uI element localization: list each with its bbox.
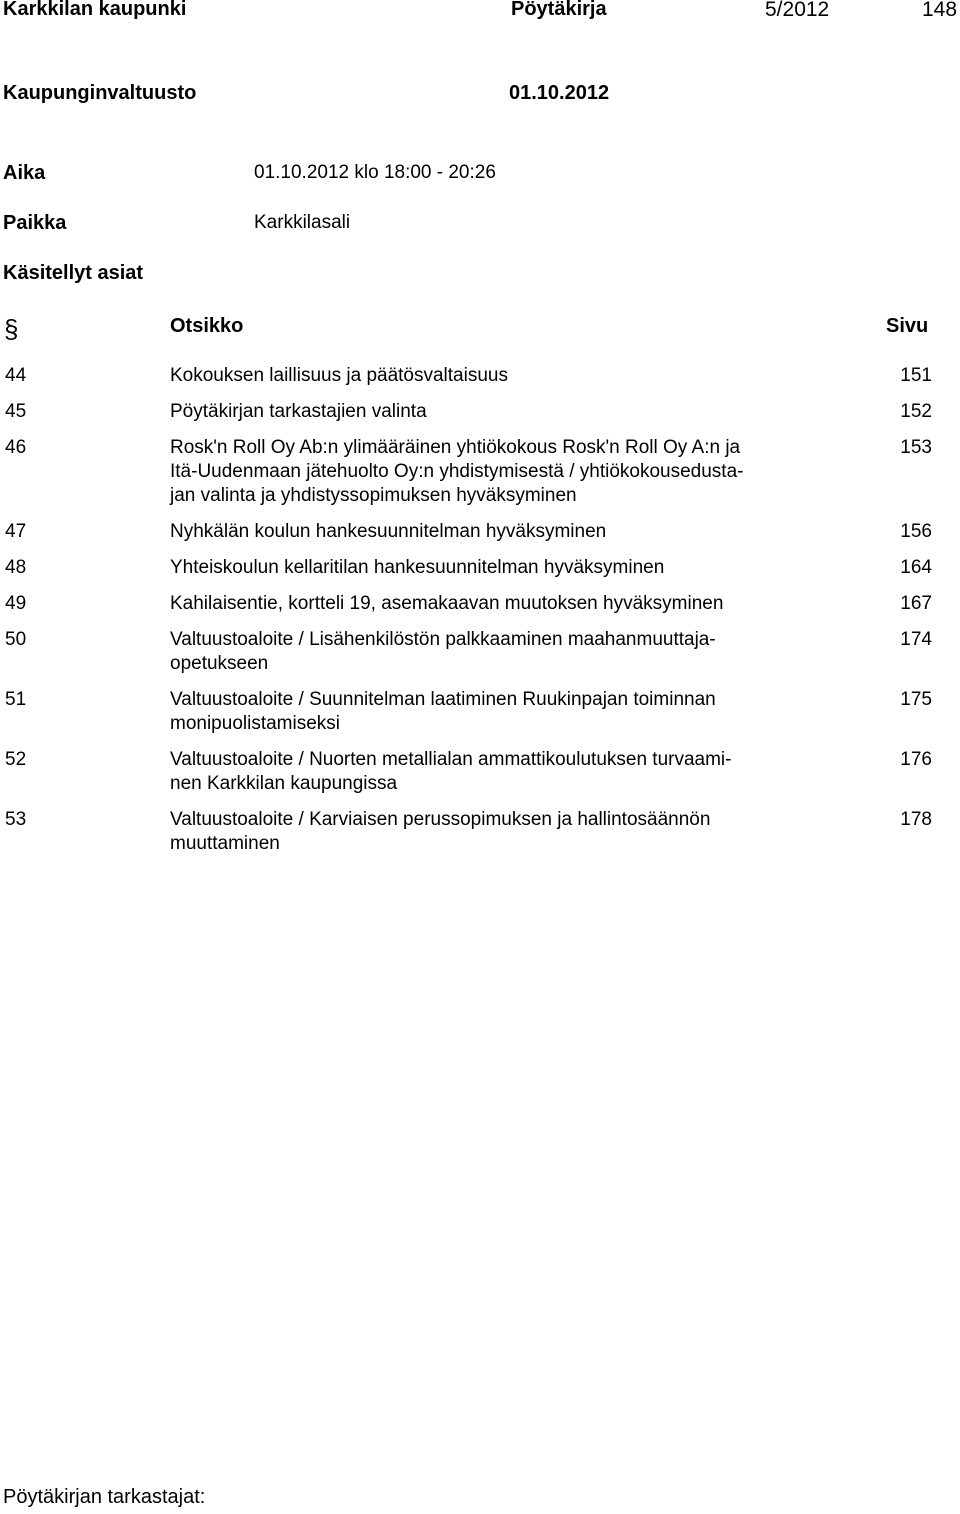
time-value: 01.10.2012 klo 18:00 - 20:26	[254, 162, 496, 183]
agenda-item-number: 50	[5, 629, 27, 650]
agenda-item-page: 153	[900, 437, 932, 458]
agenda-item-number: 44	[5, 365, 27, 386]
agenda-item	[0, 400, 960, 424]
section-title: Käsitellyt asiat	[3, 262, 144, 284]
agenda-list	[0, 364, 960, 868]
agenda-item-page: 152	[900, 401, 932, 422]
agenda-item-page: 175	[900, 689, 932, 710]
meeting-body: Kaupunginvaltuusto	[3, 82, 197, 104]
agenda-item-number: 49	[5, 593, 27, 614]
header-page-number: 148	[922, 0, 958, 21]
header-doc-type: Pöytäkirja	[511, 0, 607, 20]
agenda-item-number: 53	[5, 809, 27, 830]
agenda-item	[0, 436, 960, 508]
place-label: Paikka	[3, 212, 67, 234]
agenda-item-title: Pöytäkirjan tarkastajien valinta	[170, 401, 427, 422]
agenda-item	[0, 688, 960, 736]
agenda-item-number: 47	[5, 521, 27, 542]
agenda-item	[0, 628, 960, 676]
agenda-item-title: Kokouksen laillisuus ja päätösvaltaisuus	[170, 365, 508, 386]
agenda-item-page: 167	[900, 593, 932, 614]
column-title-header: Otsikko	[170, 315, 244, 337]
agenda-item-number: 52	[5, 749, 27, 770]
agenda-item	[0, 364, 960, 388]
agenda-item	[0, 592, 960, 616]
agenda-item	[0, 520, 960, 544]
section-sign-icon: §	[4, 314, 19, 344]
agenda-item	[0, 808, 960, 856]
meeting-date: 01.10.2012	[509, 82, 610, 104]
agenda-item-page: 151	[900, 365, 932, 386]
agenda-item-title: Valtuustoaloite / Lisähenkilöstön palkkaaminen maahanmuuttaja- opetukseen	[170, 629, 716, 674]
agenda-item-title: Valtuustoaloite / Karviaisen perussopimuksen ja hallintosäännön muuttaminen	[170, 809, 711, 854]
agenda-item-page: 176	[900, 749, 932, 770]
agenda-item-title: Valtuustoaloite / Nuorten metallialan ammattikoulutuksen turvaami- nen Karkkilan kaupungissa	[170, 749, 732, 794]
agenda-item	[0, 748, 960, 796]
header-number: 5/2012	[765, 0, 830, 21]
place-value: Karkkilasali	[254, 212, 351, 233]
agenda-item	[0, 556, 960, 580]
agenda-item-number: 48	[5, 557, 27, 578]
agenda-item-page: 174	[900, 629, 932, 650]
agenda-item-title: Rosk'n Roll Oy Ab:n ylimääräinen yhtiökokous Rosk'n Roll Oy A:n ja Itä-Uudenmaan jätehuolto Oy:n yhdistymisestä / yhtiökokousedusta- jan valinta ja yhdistyssopimuksen hyväksyminen	[170, 437, 744, 506]
agenda-item-title: Valtuustoaloite / Suunnitelman laatiminen Ruukinpajan toiminnan monipuolistamiseksi	[170, 689, 716, 734]
time-label: Aika	[3, 162, 46, 184]
agenda-item-number: 51	[5, 689, 27, 710]
agenda-item-page: 156	[900, 521, 932, 542]
agenda-item-number: 46	[5, 437, 27, 458]
header-city: Karkkilan kaupunki	[3, 0, 187, 20]
agenda-item-page: 164	[900, 557, 932, 578]
agenda-item-title: Nyhkälän koulun hankesuunnitelman hyväksyminen	[170, 521, 607, 542]
agenda-item-page: 178	[900, 809, 932, 830]
column-page-header: Sivu	[886, 315, 929, 337]
agenda-item-number: 45	[5, 401, 27, 422]
footer-inspectors-label: Pöytäkirjan tarkastajat:	[3, 1486, 206, 1508]
agenda-item-title: Yhteiskoulun kellaritilan hankesuunnitelman hyväksyminen	[170, 557, 665, 578]
agenda-item-title: Kahilaisentie, kortteli 19, asemakaavan muutoksen hyväksyminen	[170, 593, 724, 614]
